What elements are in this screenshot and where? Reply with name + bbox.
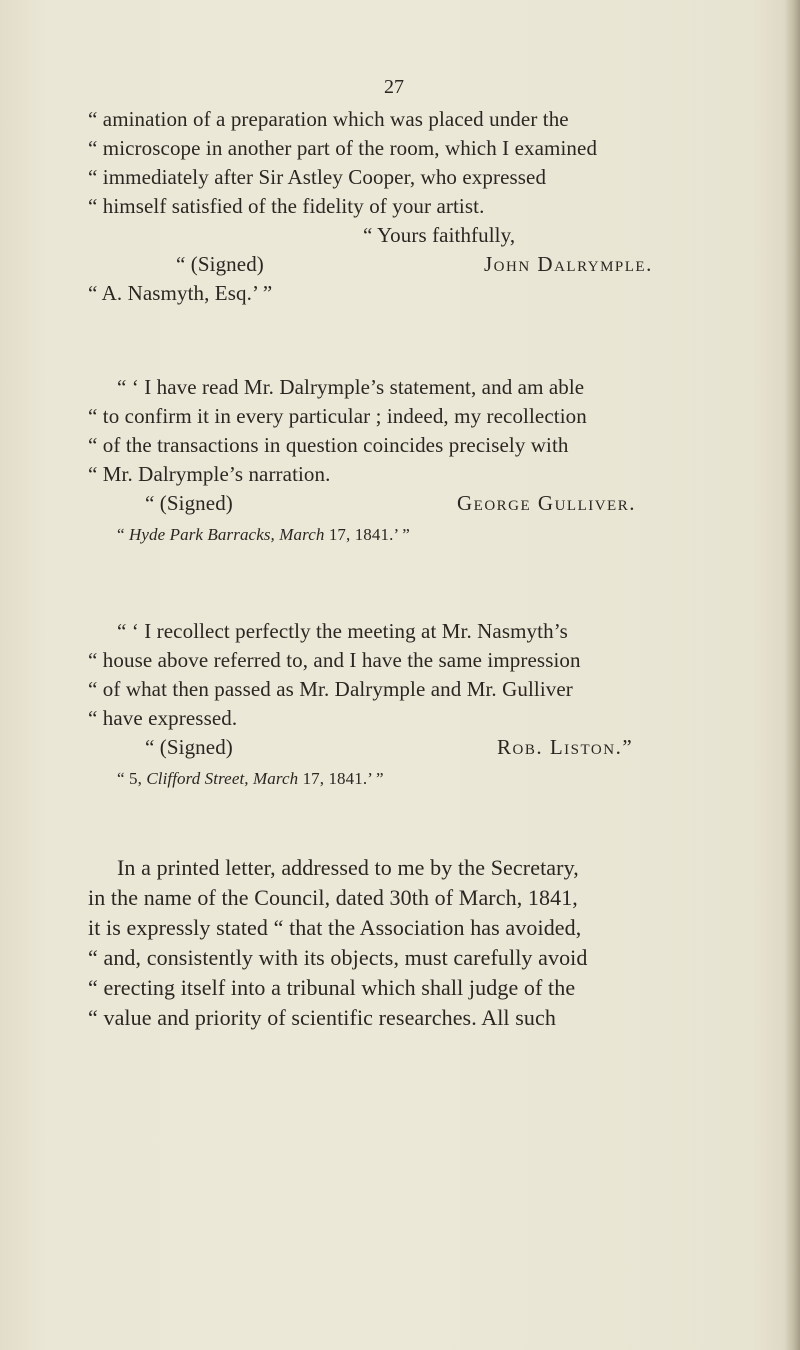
text-line: “ himself satisfied of the fidelity of your artist. [88, 194, 485, 218]
text-line: “ microscope in another part of the room, which I examined [88, 136, 598, 160]
address-suffix: 17, 1841.’ ” [328, 525, 410, 544]
addressee: “ A. Nasmyth, Esq.’ ” [88, 281, 273, 305]
text-line: “ erecting itself into a tribunal which shall judge of the [88, 975, 576, 1000]
text-line: “ to confirm it in every particular ; indeed, my recollection [88, 404, 587, 428]
text-line: “ and, consistently with its objects, must carefully avoid [88, 945, 588, 970]
text-line: “ amination of a preparation which was placed under the [88, 107, 569, 131]
address-prefix: “ 5, [117, 769, 142, 788]
page-edge-shadow [784, 0, 800, 1350]
text-line: “ immediately after Sir Astley Cooper, who expressed [88, 165, 547, 189]
text-line: “ have expressed. [88, 706, 238, 730]
text-line: “ of the transactions in question coincides precisely with [88, 433, 569, 457]
signed-label: “ (Signed) [145, 491, 233, 515]
text-line: “ ‘ I have read Mr. Dalrymple’s statement, and am able [117, 375, 585, 399]
text-line: it is expressly stated “ that the Association has avoided, [88, 915, 582, 940]
sender-address [117, 522, 410, 548]
text-line: “ value and priority of scientific researches. All such [88, 1005, 556, 1030]
text-line: “ ‘ I recollect perfectly the meeting at Mr. Nasmyth’s [117, 619, 568, 643]
text-line: in the name of the Council, dated 30th of March, 1841, [88, 885, 578, 910]
signer-name: Rob. Liston.” [497, 735, 634, 759]
text-line: “ Mr. Dalrymple’s narration. [88, 462, 331, 486]
signed-label: “ (Signed) [176, 252, 264, 276]
address-suffix: 17, 1841.’ ” [302, 769, 384, 788]
address-italic: Clifford Street, March [146, 769, 299, 788]
signer-name: John Dalrymple. [484, 252, 653, 276]
signer-name: George Gulliver. [457, 491, 636, 515]
address-italic: Hyde Park Barracks, March [129, 525, 325, 544]
signed-label: “ (Signed) [145, 735, 233, 759]
letter-closing: “ Yours faithfully, [363, 223, 516, 247]
page-number: 27 [384, 76, 404, 98]
address-prefix: “ [117, 525, 125, 544]
sender-address [117, 766, 384, 792]
text-line: “ house above referred to, and I have the same impression [88, 648, 581, 672]
text-line: In a printed letter, addressed to me by the Secretary, [117, 855, 579, 880]
text-line: “ of what then passed as Mr. Dalrymple and Mr. Gulliver [88, 677, 573, 701]
